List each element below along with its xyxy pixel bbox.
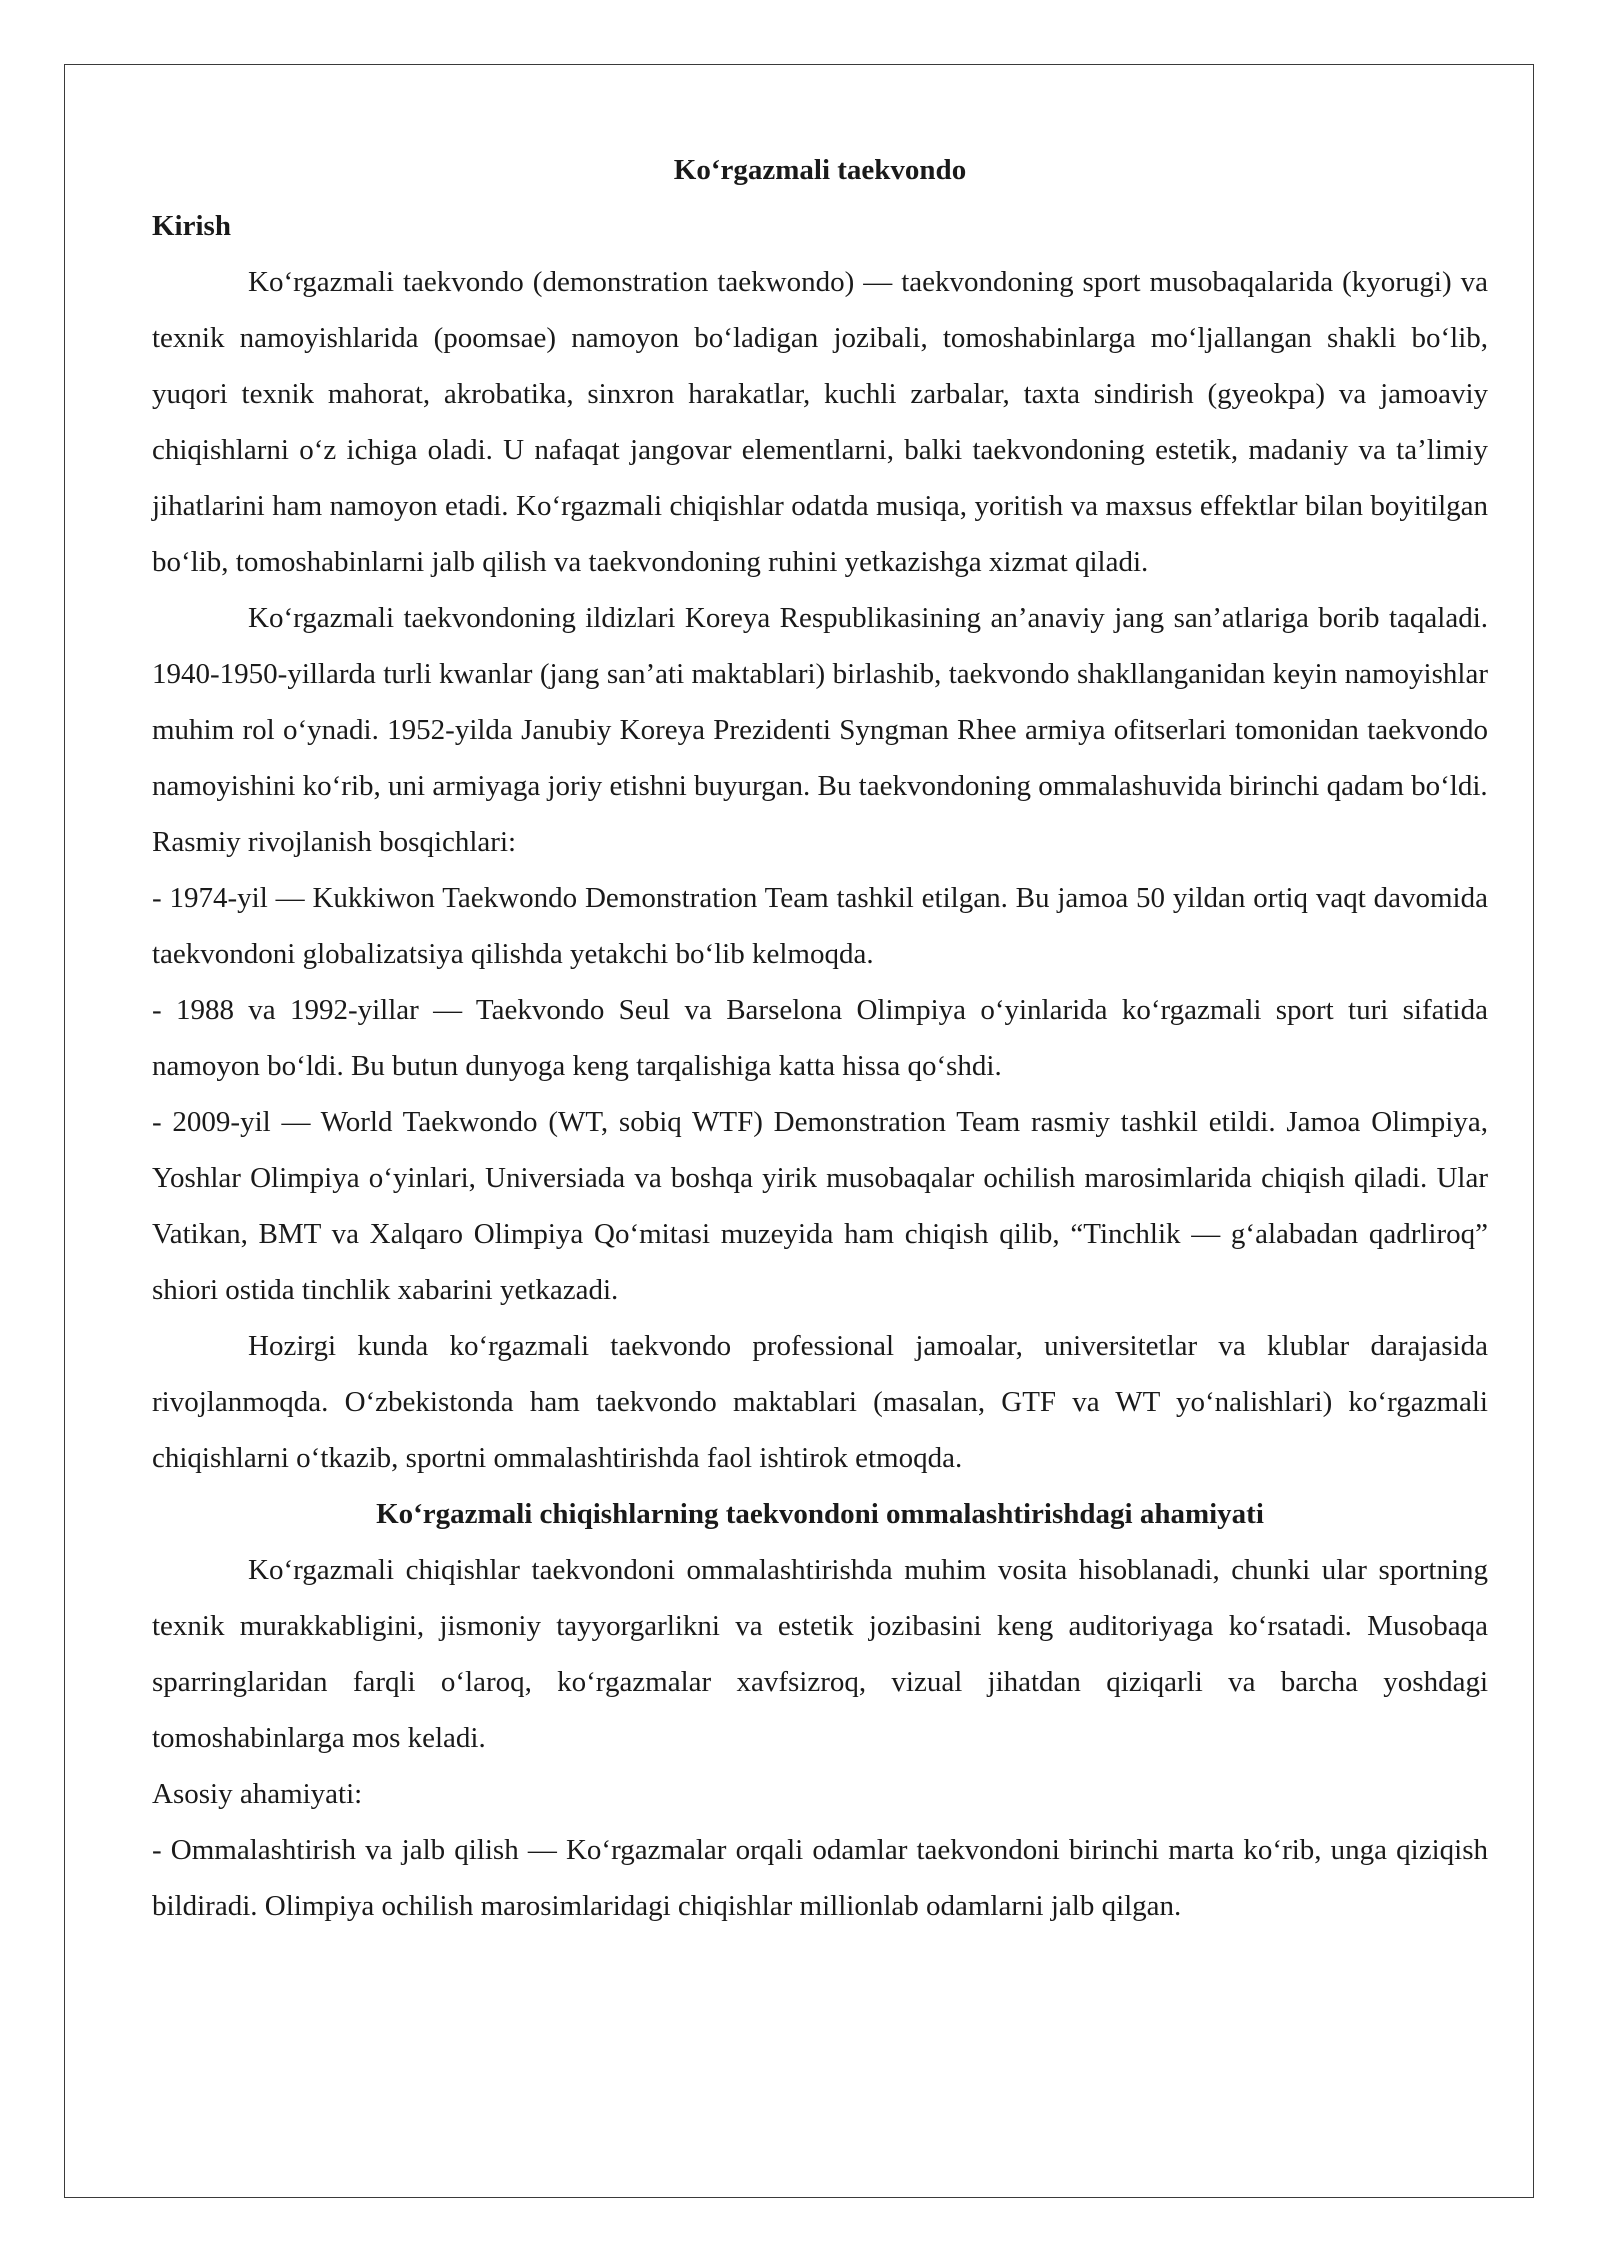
document-body <box>152 142 1488 1934</box>
list-item: - Ommalashtirish va jalb qilish — Ko‘rgazmalar orqali odamlar taekvondoni birinchi marta ko‘rib, unga qiziqish bildiradi. Olimpiya ochilish marosimlaridagi chiqishlar millionlab odamlarni jalb qilgan. <box>152 1834 1488 1922</box>
paragraph: Ko‘rgazmali chiqishlar taekvondoni ommalashtirishda muhim vosita hisoblanadi, chunki ular sportning texnik murakkabligini, jismoniy tayyorgarlikni va estetik jozibasini keng auditoriyaga ko‘rsatadi. Musobaqa sparringlaridan farqli o‘laroq, ko‘rgazmalar xavfsizroq, vizual jihatdan qiziqarli va barcha yoshdagi tomoshabinlarga mos keladi. <box>152 1554 1488 1754</box>
section-heading-importance: Ko‘rgazmali chiqishlarning taekvondoni ommalashtirishdagi ahamiyati <box>376 1498 1264 1530</box>
paragraph: Hozirgi kunda ko‘rgazmali taekvondo professional jamoalar, universitetlar va klublar darajasida rivojlanmoqda. O‘zbekistonda ham taekvondo maktablari (masalan, GTF va WT yo‘nalishlari) ko‘rgazmali chiqishlarni o‘tkazib, sportni ommalashtirishda faol ishtirok etmoqda. <box>152 1330 1488 1474</box>
importance-label: Asosiy ahamiyati: <box>152 1778 363 1810</box>
document-title: Ko‘rgazmali taekvondo <box>673 154 967 186</box>
paragraph: Ko‘rgazmali taekvondo (demonstration taekwondo) — taekvondoning sport musobaqalarida (kyorugi) va texnik namoyishlarida (poomsae) namoyon bo‘ladigan jozibali, tomoshabinlarga mo‘ljallangan shakli bo‘lib, yuqori texnik mahorat, akrobatika, sinxron harakatlar, kuchli zarbalar, taxta sindirish (gyeokpa) va jamoaviy chiqishlarni o‘z ichiga oladi. U nafaqat jangovar elementlarni, balki taekvondoning estetik, madaniy va ta’limiy jihatlarini ham namoyon etadi. Ko‘rgazmali chiqishlar odatda musiqa, yoritish va maxsus effektlar bilan boyitilgan bo‘lib, tomoshabinlarni jalb qilish va taekvondoning ruhini yetkazishga xizmat qiladi. <box>152 266 1488 578</box>
paragraph: Ko‘rgazmali taekvondoning ildizlari Koreya Respublikasining an’anaviy jang san’atlariga borib taqaladi. 1940-1950-yillarda turli kwanlar (jang san’ati maktablari) birlashib, taekvondo shakllanganidan keyin namoyishlar muhim rol o‘ynadi. 1952-yilda Janubiy Koreya Prezidenti Syngman Rhee armiya ofitserlari tomonidan taekvondo namoyishini ko‘rib, uni armiyaga joriy etishni buyurgan. Bu taekvondoning ommalashuvida birinchi qadam bo‘ldi. <box>152 602 1488 802</box>
list-item: - 2009-yil — World Taekwondo (WT, sobiq WTF) Demonstration Team rasmiy tashkil etildi. Jamoa Olimpiya, Yoshlar Olimpiya o‘yinlari, Universiada va boshqa yirik musobaqalar ochilish marosimlarida chiqish qiladi. Ular Vatikan, BMT va Xalqaro Olimpiya Qo‘mitasi muzeyida ham chiqish qilib, “Tinchlik — g‘alabadan qadrliroq” shiori ostida tinchlik xabarini yetkazadi. <box>152 1106 1488 1306</box>
list-item: - 1988 va 1992-yillar — Taekvondo Seul va Barselona Olimpiya o‘yinlarida ko‘rgazmali sport turi sifatida namoyon bo‘ldi. Bu butun dunyoga keng tarqalishiga katta hissa qo‘shdi. <box>152 994 1488 1082</box>
list-item: - 1974-yil — Kukkiwon Taekwondo Demonstration Team tashkil etilgan. Bu jamoa 50 yildan ortiq vaqt davomida taekvondoni globalizatsiya qilishda yetakchi bo‘lib kelmoqda. <box>152 882 1488 970</box>
section-heading-intro: Kirish <box>152 210 231 242</box>
stages-label: Rasmiy rivojlanish bosqichlari: <box>152 826 517 858</box>
